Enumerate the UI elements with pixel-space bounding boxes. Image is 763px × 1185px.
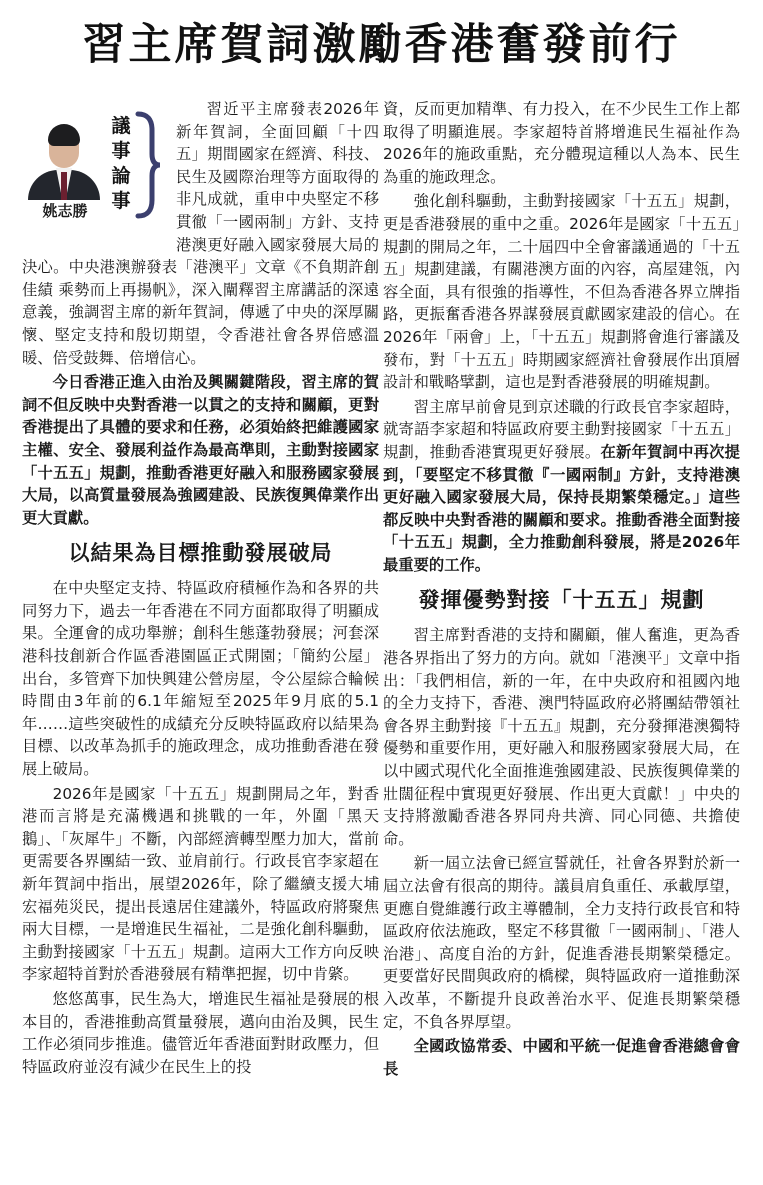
section-heading: 發揮優勢對接「十五五」規劃 — [418, 588, 705, 613]
column-label-char: 議 — [111, 115, 131, 137]
bracket-icon — [134, 110, 164, 220]
paragraph: 悠悠萬事，民生為大，增進民生福祉是發展的根本目的，香港推動高質量發展，邁向由治及興，民生工作必須同步推進。儘管近年香港面對財政壓力，但特區政府並沒有減少在民生上的投 — [22, 989, 379, 1076]
column-label — [108, 114, 134, 214]
column-label-char: 事 — [111, 190, 131, 212]
paragraph: 強化創科驅動，主動對接國家「十五五」規劃，更是香港發展的重中之重。2026年是國家「十五五」規劃的開局之年，二十屆四中全會審議通過的「十五五」規劃建議，有關港澳方面的內容，高屋建瓴，內容全面，具有很強的指導性，不但為香港各界立牌指路，更振奮香港各界謀發展貢獻國家建設的信心。在2026年「兩會」上，「十五五」規劃將會進行審議及發布，對「十五五」時期國家經濟社會發展作出頂層設計和戰略擘劃，這也是對香港發展的明確規劃。 — [383, 192, 740, 392]
paragraph-text: 習主席早前會見到京述職的行政長官李家超時，就寄語李家超和特區政府要主動對接國家「十五五」規劃，推動香港實現更好發展。 — [383, 397, 740, 461]
paragraph: 習主席對香港的支持和關顧，催人奮進，更為香港各界指出了努力的方向。就如「港澳平」文章中指出：「我們相信，新的一年，在中央政府和祖國內地的全力支持下，香港、澳門特區政府必將團結帶領社會各界主動對接『十五五』規劃，充分發揮港澳獨特優勢和重要作用，更好融入和服務國家發展大局，在以中國式現代化全面推進強國建設、民族復興偉業的壯闊征程中實現更好發展、作出更大貢獻！」中央的支持將激勵香港各界同舟共濟、同心同德、共擔使命。 — [383, 626, 740, 848]
paragraph: 2026年是國家「十五五」規劃開局之年，對香港而言將是充滿機遇和挑戰的一年，外圍「黑天鵝」、「灰犀牛」不斷，內部經濟轉型壓力加大，當前更需要各界團結一致、並肩前行。行政長官李家超在新年賀詞中指出，展望2026年，除了繼續支援大埔宏福苑災民，提出長遠居住建議外，特區政府將聚焦兩大目標，一是增進民生福祉，二是強化創科驅動，主動對接國家「十五五」規劃。這兩大工作方向反映李家超特首對於香港發展有精準把握，切中肯綮。 — [22, 784, 379, 984]
paragraph-bold: 今日香港正進入由治及興關鍵階段，習主席的賀詞不但反映中央對香港一以貫之的支持和關顧，更對香港提出了具體的要求和任務，必須始終把維護國家主權、安全、發展利益作為最高準則，主動對接國家「十五五」規劃，推動香港更好融入和服務國家發展大局，以高質量發展為強國建設、民族復興偉業作出更大貢獻。 — [22, 373, 379, 527]
headline: 習主席賀詞激勵香港奮發前行 — [82, 20, 681, 70]
byline — [22, 98, 170, 230]
paragraph: 在中央堅定支持、特區政府積極作為和各界的共同努力下，過去一年香港在不同方面都取得了明顯成果。全運會的成功舉辦；創科生態蓬勃發展；河套深港科技創新合作區香港園區正式開園；「簡約公屋」出台，多管齊下加快興建公營房屋，令公屋綜合輪候時間由3年前的6.1年縮短至2025年9月底的5.1年……這些突破性的成績充分反映特區政府以結果為目標、以改革為抓手的施政理念，成功推動香港在發展上破局。 — [22, 579, 379, 779]
section-heading: 以結果為目標推動發展破局 — [68, 541, 333, 566]
author-photo — [28, 120, 100, 200]
paragraph: 習近平主席發表2026年新年賀詞，全面回顧「十四五」期間國家在經濟、科技、民生及國際治理等方面取得的非凡成就，重申中央堅定不移貫徹「一國兩制」方針、支持港澳更好融入國家發展大局的決心。中央港澳辦發表「港澳平」文章《不負期許創佳績 乘勢而上再揚帆》，深入闡釋習主席講話的深遠意義，強調習主席的新年賀詞，傳遞了中央的深厚關懷、堅定支持和殷切期望，令香港社會各界倍感溫暖、倍受鼓舞、倍增信心。 — [22, 100, 379, 367]
paragraph: 新一屆立法會已經宣誓就任，社會各界對於新一屆立法會有很高的期待。議員肩負重任、承載厚望，更應自覺維護行政主導體制，全力支持行政長官和特區政府依法施政，堅定不移貫徹「一國兩制」、「港人治港」、高度自治的方針，促進香港長期繁榮穩定。更要當好民間與政府的橋樑，與特區政府一道推動深入改革，不斷提升良政善治水平、促進長期繁榮穩定，不負各界厚望。 — [383, 854, 740, 1031]
column-label-char: 論 — [111, 165, 131, 187]
paragraph: 資，反而更加精準、有力投入，在不少民生工作上都取得了明顯進展。李家超特首將增進民生福祉作為2026年的施政重點，充分體現這種以人為本、民生為重的施政理念。 — [383, 100, 740, 186]
right-column — [383, 98, 740, 1082]
paragraph — [383, 396, 740, 577]
left-column — [22, 98, 379, 1080]
author-title: 全國政協常委、中國和平統一促進會香港總會會長 — [383, 1037, 740, 1078]
paragraph-bold-text: 在新年賀詞中再次提到，「要堅定不移貫徹『一國兩制』方針，支持港澳更好融入國家發展大局，保持長期繁榮穩定。」這些都反映中央對香港的關顧和要求。推動香港全面對接「十五五」規劃，全力推動創科發展，將是2026年最重要的工作。 — [383, 442, 740, 574]
column-label-char: 事 — [111, 140, 131, 162]
author-name: 姚志勝 — [42, 202, 88, 220]
